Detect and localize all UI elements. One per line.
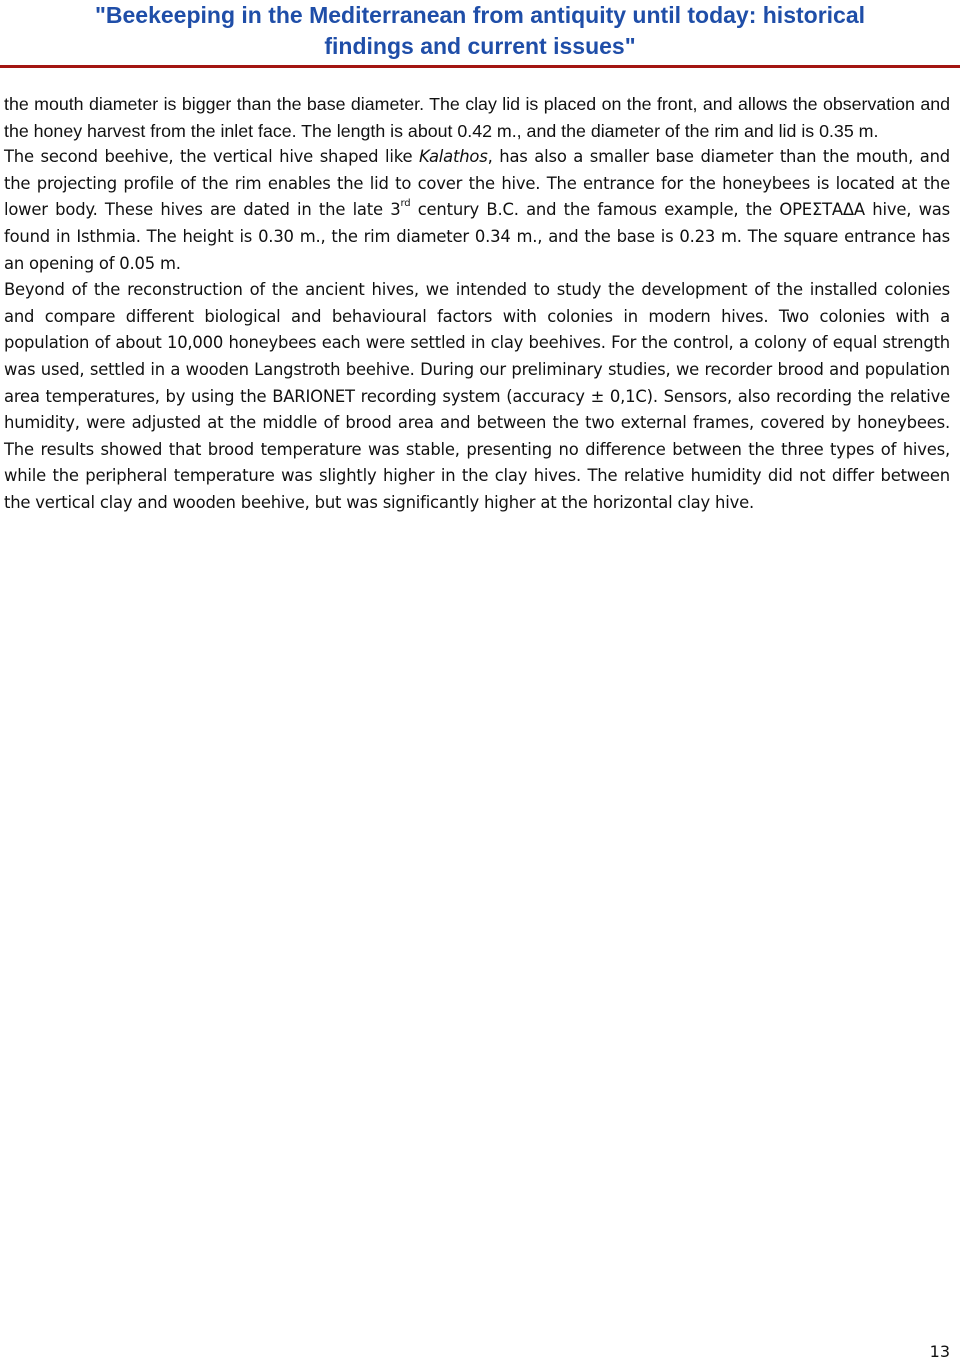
italic-term: Kalathos	[419, 147, 488, 167]
header-divider	[0, 65, 960, 68]
paragraph-text: century B.C. and the famous example, the ΟΡΕΣΤΑΔΑ hive, was found in Isthmia. The height is 0.30 m., the rim diameter 0.34 m., and the base is 0.23 m. The square entrance has an opening of 0.05 m.	[4, 200, 950, 273]
paragraph-second-beehive	[4, 144, 950, 277]
paragraph-hive-dimensions: the mouth diameter is bigger than the base diameter. The clay lid is placed on the front, and allows the observation and the honey harvest from the inlet face. The length is about 0.42 m., and the diameter of the rim and lid is 0.35 m.	[4, 94, 950, 141]
page-body	[4, 91, 950, 517]
paragraph-text: The second beehive, the vertical hive shaped like	[4, 147, 419, 167]
page-number: 13	[929, 1342, 950, 1361]
header-title-line-1: "Beekeeping in the Mediterranean from antiquity until today: historical	[94, 2, 866, 28]
paragraph-text: , has also a smaller base diameter than the mouth, and the projecting profile of the rim enables the lid to cover the hive. The entrance for the honeybees is located at the lower body. These hives are dated in the late 3	[4, 147, 950, 220]
header-title-line-2: findings and current issues"	[324, 33, 636, 59]
paragraph-experiment: Beyond of the reconstruction of the ancient hives, we intended to study the development of the installed colonies and compare different biological and behavioural factors with colonies in modern hives. Two colonies with a population of about 10,000 honeybees each were settled in clay beehives. For the control, a colony of equal strength was used, settled in a wooden Langstroth beehive. During our preliminary studies, we recorder brood and population area temperatures, by using the BARIONET recording system (accuracy ± 0,1C). Sensors, also recording the relative humidity, were adjusted at the middle of brood area and between the two external frames, covered by honeybees. The results showed that brood temperature was stable, presenting no difference between the three types of hives, while the peripheral temperature was slightly higher in the clay hives. The relative humidity did not differ between the vertical clay and wooden beehive, but was significantly higher at the horizontal clay hive.	[4, 280, 950, 512]
page-header	[0, 0, 960, 62]
ordinal-superscript: rd	[400, 198, 411, 210]
